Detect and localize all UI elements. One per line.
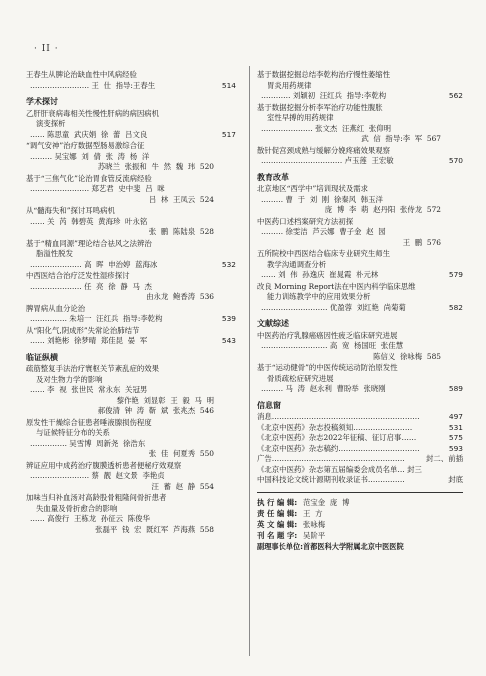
entry-title-line: 中西医结合治疗泛发性湿疹探讨 [26, 271, 130, 280]
author-names: …… 陈思童 武庆娟 徐 蕾 吕文良 [30, 129, 148, 139]
entry-authors [257, 341, 463, 352]
toc-entry[interactable] [26, 70, 236, 91]
info-item-title: 广告……………………………………………… [257, 454, 405, 463]
entry-authors [26, 439, 236, 450]
toc-right-column [257, 70, 463, 552]
entry-authors [26, 336, 236, 347]
entry-title [26, 326, 236, 337]
author-names: …………………… 蔡 靓 赵文景 李艳贞 [30, 471, 165, 480]
author-names-cont: 郝俊清 钟 涛 靳 斌 张兆杰 546 [97, 406, 214, 415]
entry-authors [257, 384, 463, 395]
entry-title-line: 基于数据挖掘分析李军治疗功能性腹胀 [257, 102, 383, 112]
info-item[interactable] [257, 412, 463, 423]
info-item-page: 封底 [448, 475, 463, 484]
credit-key: 英 文 编 辑: [257, 519, 298, 529]
author-names: ……… 吴宝娜 刘 倩 张 涛 杨 洋 [30, 151, 150, 161]
column-divider [249, 66, 250, 656]
author-names-cont: 吕 林 王凤云 524 [148, 194, 214, 204]
info-item-title: 中国科技论文统计源期刊收录证书…………… [257, 475, 405, 484]
page-marker: · II · [34, 44, 59, 54]
author-names-cont: 王 鹏 576 [402, 237, 441, 247]
entry-title-line: 基于“精血同源”理论结合祛风之法辨治 [26, 238, 152, 248]
entry-title-line: “调气安神”治疗数据型肠易激综合征 [26, 141, 145, 150]
entry-title-line: 基于“运动健骨”的中医传统运动防治原发性 [257, 363, 398, 372]
toc-entry[interactable] [257, 70, 463, 102]
entry-page [218, 439, 236, 450]
entry-title [257, 217, 463, 228]
entry-authors [257, 270, 463, 281]
info-item-page: 531 [448, 422, 463, 432]
author-names: ………………… 高 晖 申治婷 蓝海冰 [30, 259, 158, 269]
entry-title-line: 疏筋整复手法治疗寰枢关节紊乱症的效果 [26, 364, 160, 373]
toc-entry[interactable] [257, 103, 463, 145]
toc-entry[interactable] [26, 174, 236, 206]
info-item-title: 《北京中医药》杂志2022年征稿、征订启事…… [257, 433, 417, 442]
section-heading: 信息窗 [257, 400, 281, 410]
info-item[interactable] [257, 444, 463, 455]
entry-title-line: 室性早搏的用药规律 [267, 113, 334, 122]
entry-title-line: 胃炎用药规律 [267, 80, 312, 90]
credit-value: 范宝金 庞 博 [303, 497, 350, 507]
section-heading: 文献综述 [257, 319, 289, 328]
info-item[interactable] [257, 465, 463, 476]
entry-title [257, 70, 463, 91]
toc-entry[interactable] [26, 206, 236, 238]
credit-value: 吴阶平 [303, 530, 326, 540]
toc-entry[interactable] [26, 239, 236, 271]
entry-title-line: 演变探析 [36, 119, 66, 128]
entry-title-line: 与证候特征分布的关系 [36, 428, 110, 437]
entry-title-line: 基于数据挖掘总结李乾构治疗慢性萎缩性 [257, 70, 391, 79]
entry-title [257, 146, 463, 157]
entry-page: 517 [221, 129, 236, 139]
toc-entry[interactable] [26, 141, 236, 173]
entry-authors [26, 514, 236, 525]
credit-value: 张咏梅 [303, 519, 326, 529]
entry-title [26, 141, 236, 152]
author-names-cont: 张磊平 钱 宏 既红军 芦海燕 558 [95, 524, 214, 534]
entry-title [257, 363, 463, 384]
info-item-page: 497 [448, 412, 463, 421]
toc-entry[interactable] [257, 363, 463, 395]
toc-entry[interactable] [26, 326, 236, 347]
entry-title-line: 五所院校中西医结合临床专业研究生师生 [257, 249, 391, 258]
entry-page: 579 [448, 270, 463, 279]
info-item[interactable] [257, 433, 463, 444]
entry-title [26, 239, 236, 260]
info-item[interactable] [257, 475, 463, 486]
author-names-cont: 张 鹏 陈陆泉 528 [148, 227, 214, 236]
credits-block [257, 492, 463, 552]
entry-authors [26, 282, 236, 293]
entry-title-line: 北京地区“西学中”培训现状及需求 [257, 184, 369, 193]
info-item-title: 《北京中医药》杂志第五届编委会成员名单… 封三 [257, 464, 422, 474]
toc-entry[interactable] [26, 271, 236, 303]
author-names-cont: 武 信 指导:李 军 567 [361, 134, 441, 143]
entry-page [218, 471, 236, 482]
author-names-cont: 汪 蓄 赵 静 554 [151, 481, 214, 491]
info-item-page: 593 [448, 443, 463, 453]
entry-title [26, 206, 236, 217]
entry-title [26, 271, 236, 282]
entry-page: 514 [221, 80, 236, 90]
toc-entry[interactable] [26, 109, 236, 141]
entry-authors [26, 130, 236, 141]
entry-title-line: 脾胃病从血分论治 [26, 303, 86, 313]
author-names: ……………………… 优盈蓉 刘红艳 尚菊菊 [261, 302, 406, 312]
entry-title [26, 304, 236, 315]
entry-title [257, 282, 463, 303]
entry-page: 532 [221, 259, 236, 269]
author-names: ……………………… 高 宽 杨国旺 张佳慧 [261, 341, 404, 350]
author-names-cont: 由永龙 鲍香涛 536 [146, 292, 214, 301]
entry-page [218, 152, 236, 163]
entry-page [445, 227, 463, 238]
info-item-page: 575 [448, 433, 463, 442]
credit-row [257, 508, 463, 519]
entry-title-line: 能力训练教学中的应用效果分析 [267, 292, 371, 301]
author-names: …… 李 视 张世民 常永东 关冠男 [30, 385, 148, 394]
toc-entry[interactable] [257, 282, 463, 314]
credit-key: 执 行 编 辑: [257, 497, 298, 507]
entry-title-line: 辨证应用中成药治疗腹膜透析患者便秘疗效观察 [26, 460, 182, 470]
entry-page: 570 [448, 156, 463, 165]
info-item-page: 封二、前插 [426, 454, 463, 463]
entry-title [26, 493, 236, 514]
entry-title-line: 原发性干燥综合征患者唾液腺损伤程度 [26, 417, 152, 427]
entry-title-line: 从“髓海失和”探讨耳鸣病机 [26, 206, 115, 215]
entry-title-line: 散针促宫颈成熟与缓解分娩疼痛效果观察 [257, 145, 391, 155]
section-heading: 学术探讨 [26, 97, 58, 106]
toc-entry[interactable] [257, 146, 463, 167]
entry-authors [257, 156, 463, 167]
entry-title-line: 王春生从脾论治缺血性中风病经验 [26, 70, 137, 79]
section-heading: 教育改革 [257, 172, 289, 182]
entry-title [26, 418, 236, 439]
entry-title-line: 乙肝肝衰病毒相关性慢性肝病的病因病机 [26, 108, 160, 118]
info-item-title: 消息…………………………………………………… [257, 412, 420, 421]
toc-entry[interactable] [257, 331, 463, 363]
author-names-cont: 庞 博 李 萌 赵丹阳 张侍龙 572 [324, 205, 441, 214]
entry-page [445, 195, 463, 206]
entry-page: 582 [448, 302, 463, 312]
toc-entry[interactable] [26, 364, 236, 417]
author-names: …… 关 芮 韩碧英 黄海珍 叶永铭 [30, 216, 148, 226]
author-names-cont: 张 佳 何夏秀 550 [148, 449, 214, 458]
entry-page [218, 282, 236, 293]
entry-title-line: 失血量及骨折愈合的影响 [36, 503, 118, 513]
entry-title-line: 改良 Morning Report法在中医内科学临床思维 [257, 281, 416, 291]
author-names: ………………… 任 亮 徐 静 马 杰 [30, 281, 152, 291]
author-names: …………………………… 卢玉莲 王宏敏 [261, 156, 394, 165]
entry-title-line: 中医药治疗乳腺癌癌因性疲乏临床研究进展 [257, 330, 398, 340]
info-item[interactable] [257, 423, 463, 434]
entry-title-line: 中医药口述档案研究方法初探 [257, 216, 354, 226]
entry-authors [26, 314, 236, 325]
credit-value: 王 方 [303, 508, 323, 518]
author-names-cont: 陈信义 徐咏梅 585 [373, 351, 441, 361]
entry-authors [26, 385, 236, 396]
author-names: ………………… 张文杰 汪燕红 张仰明 [261, 123, 391, 133]
toc-entry[interactable] [257, 249, 463, 281]
toc-left-column [26, 70, 236, 536]
entry-authors [26, 471, 236, 482]
entry-authors [26, 260, 236, 271]
entry-title [257, 331, 463, 342]
entry-authors [257, 195, 463, 206]
credit-row [257, 530, 463, 541]
credit-row [257, 519, 463, 530]
entry-title [26, 461, 236, 472]
author-names-cont: 苏晓兰 张振和 牛 然 魏 玮 520 [97, 162, 214, 171]
entry-title-line: 教学沟通调查分析 [267, 259, 327, 269]
author-names: …………………… 王 仕 指导:王春生 [30, 80, 156, 90]
toc-entry[interactable] [26, 461, 236, 493]
entry-page: 589 [448, 384, 463, 393]
entry-title [257, 184, 463, 195]
entry-title [257, 249, 463, 270]
author-names: …………………… 郑艺君 史中斐 吕 咪 [30, 184, 165, 193]
entry-authors [26, 81, 236, 92]
entry-title-line: 脂溢性脱发 [36, 249, 73, 258]
info-item-title: 《北京中医药》杂志稿约…………………………… [257, 443, 420, 453]
sponsor-line: 副理事长单位:首都医科大学附属北京中医医院 [257, 541, 404, 551]
entry-page [445, 124, 463, 135]
author-names: …………… 朱培一 汪红兵 指导:李乾构 [30, 314, 163, 323]
author-names: …… 刘 伟 孙逸庆 崔晁霞 朴元林 [261, 270, 379, 279]
entry-page: 543 [221, 336, 236, 345]
entry-page [218, 217, 236, 228]
info-item-title: 《北京中医药》杂志投稿须知…………………… [257, 422, 413, 432]
section-heading: 临证纵横 [26, 352, 58, 362]
entry-page: 539 [221, 314, 236, 323]
entry-page [218, 184, 236, 195]
entry-title-line: 及对生物力学的影响 [36, 374, 103, 384]
credit-key: 刊 名 题 字: [257, 530, 298, 540]
entry-title-line: 从“阳化气,阴成形”失常论治肺结节 [26, 325, 140, 335]
author-names-cont: 黎作艳 刘显彰 王 毅 马 明 [116, 395, 214, 405]
entry-title [257, 103, 463, 124]
entry-page: 562 [448, 91, 463, 100]
toc-entry[interactable] [257, 184, 463, 216]
entry-title-line: 骨质疏松症研究进展 [267, 373, 334, 383]
entry-page [218, 385, 236, 396]
entry-title-line: 基于“三焦气化”论治胃食管反流病经验 [26, 173, 152, 183]
entry-page [445, 341, 463, 352]
toc-entry[interactable] [26, 304, 236, 325]
entry-authors [26, 217, 236, 228]
entry-authors [26, 184, 236, 195]
entry-authors [257, 303, 463, 314]
entry-title [26, 174, 236, 185]
entry-title [26, 70, 236, 81]
entry-authors [257, 124, 463, 135]
entry-authors [257, 91, 463, 102]
entry-title [26, 109, 236, 130]
author-names: …… 高俊行 王栋龙 孙征云 陈俊华 [30, 514, 150, 523]
entry-title-line: 加味当归补血汤对高龄股骨粗隆间骨折患者 [26, 493, 167, 502]
entry-page [218, 514, 236, 525]
author-names: ……… 曹 于 刘 刚 徐秦风 韩玉洋 [261, 194, 383, 204]
author-names: ……… 徐雯洁 芦云娜 曹子金 赵 园 [261, 227, 386, 236]
entry-authors [26, 152, 236, 163]
toc-entry[interactable] [257, 217, 463, 249]
author-names: ……… 马 涛 赵永利 曹盼举 张晓刚 [261, 384, 386, 393]
entry-title [26, 364, 236, 385]
author-names: …………… 吴雪博 周新尧 徐浩东 [30, 438, 146, 448]
credit-row [257, 497, 463, 508]
entry-authors [257, 227, 463, 238]
toc-entry[interactable] [26, 493, 236, 535]
credit-key: 责 任 编 辑: [257, 508, 298, 518]
author-names: ………… 刘颖初 汪红兵 指导:李乾构 [261, 91, 387, 100]
info-item[interactable] [257, 454, 463, 465]
toc-entry[interactable] [26, 418, 236, 460]
author-names: …… 刘艳彬 徐梦晴 郑佳昆 晏 军 [30, 336, 148, 345]
